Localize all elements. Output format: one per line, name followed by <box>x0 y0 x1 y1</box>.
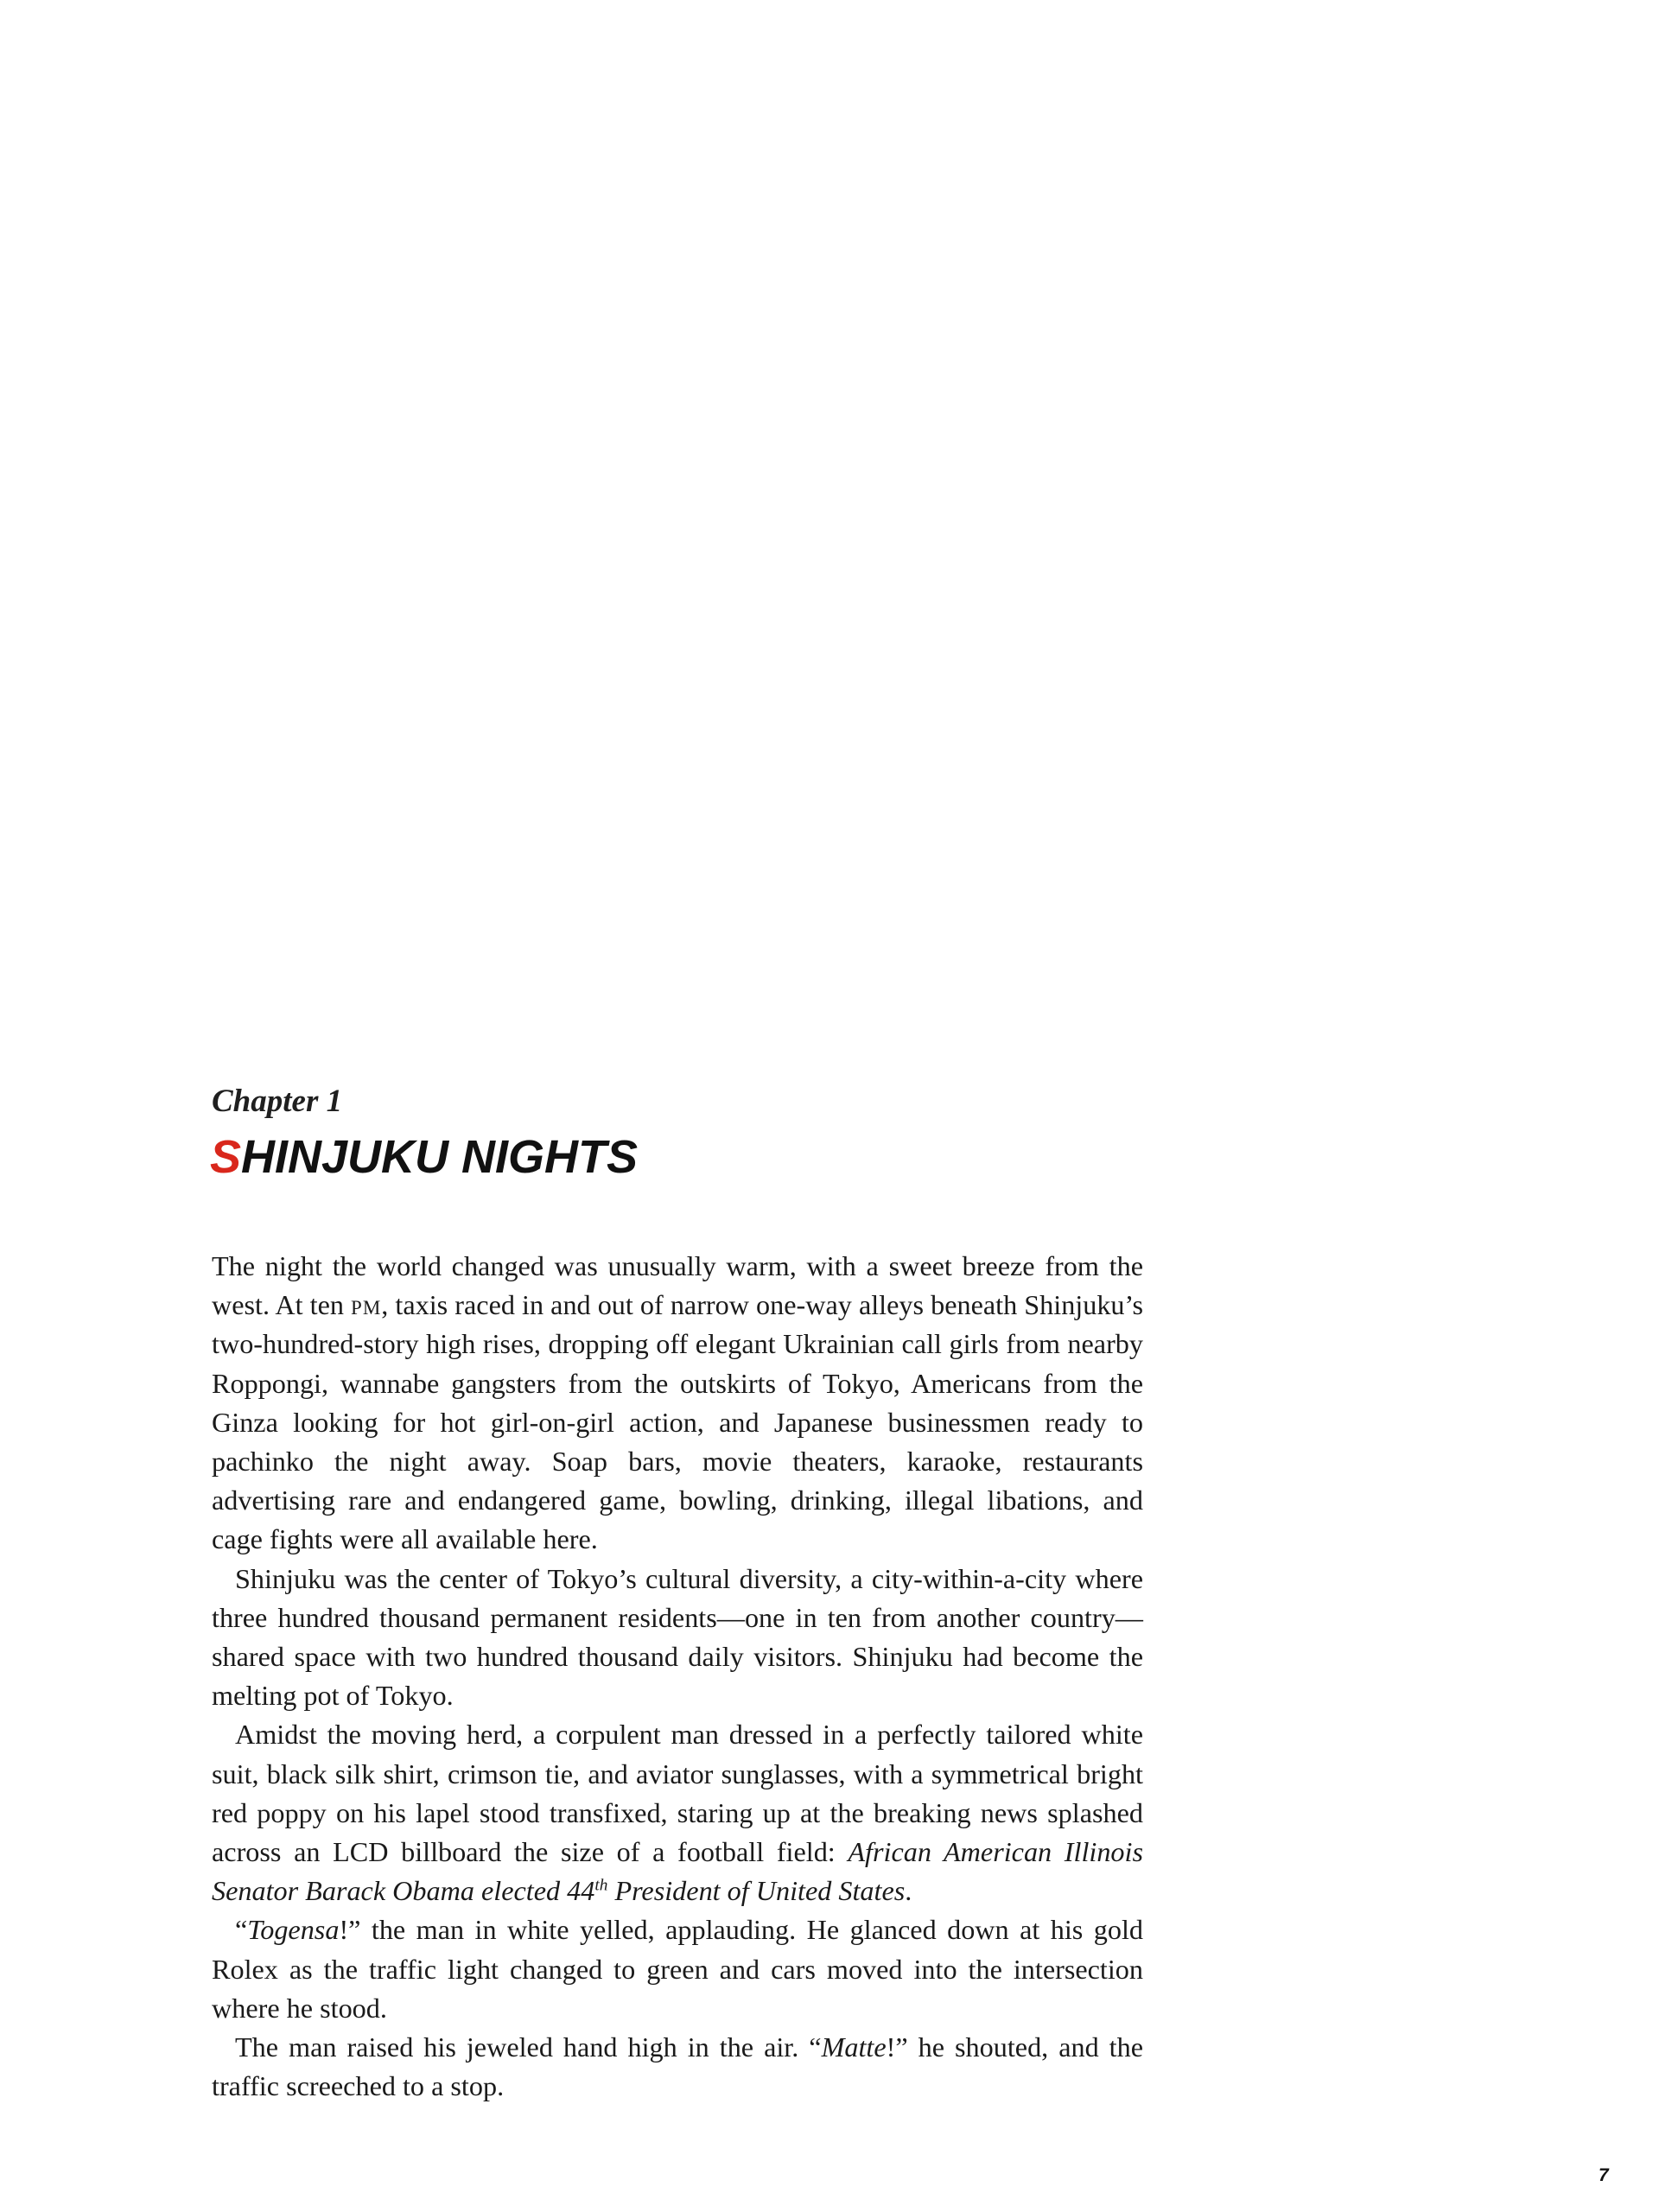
paragraph-4-open-quote: “ <box>235 1914 248 1946</box>
paragraph-3 <box>212 1715 1143 1910</box>
paragraph-4-japanese-word: Togensa <box>247 1914 340 1946</box>
time-pm: pm <box>351 1289 382 1321</box>
paragraph-4 <box>212 1910 1143 2028</box>
paragraph-1-text-b: , taxis raced in and out of narrow one-way alleys beneath Shinjuku’s two-hundred-story high rises, dropping off elegant Ukrainian call girls from nearby Roppongi, wannabe gangsters from the outskirts of Tokyo, Americans from the Ginza looking for hot girl-on-girl action, and Japanese businessmen ready to pachinko the night away. Soap bars, movie theaters, karaoke, restaurants advertising rare and endangered game, bowling, drinking, illegal libations, and cage fights were all available here. <box>212 1289 1143 1555</box>
paragraph-2: Shinjuku was the center of Tokyo’s cultural diversity, a city-within-a-city where three hundred thousand permanent residents—one in ten from another country—shared space with two hundred thousand daily visitors. Shinjuku had become the melting pot of Tokyo. <box>212 1562 1143 1712</box>
chapter-label: Chapter 1 <box>212 1084 343 1119</box>
paragraph-5 <box>212 2028 1143 2106</box>
body-text <box>212 1247 1143 2106</box>
paragraph-5-japanese-word: Matte <box>821 2031 887 2063</box>
chapter-title-initial: S <box>210 1131 242 1183</box>
paragraph-1-text-a: The night the world changed was unusually warm, with a sweet breeze from the west. At ten <box>212 1250 1143 1321</box>
news-headline-part-b: President of United States <box>607 1875 906 1907</box>
chapter-title-rest: HINJUKU NIGHTS <box>241 1131 639 1183</box>
news-headline-ordinal: th <box>594 1876 608 1895</box>
paragraph-5-text-a: The man raised his jeweled hand high in the air. “ <box>235 2031 822 2063</box>
paragraph-5-text-b: !” he shouted, and the traffic screeched to a stop. <box>212 2031 1143 2102</box>
paragraph-1 <box>212 1247 1143 1560</box>
page-number: 7 <box>1599 2165 1609 2185</box>
paragraph-3-text: Amidst the moving herd, a corpulent man dressed in a perfectly tailored white suit, black silk shirt, crimson tie, and aviator sunglasses, with a symmetrical bright red poppy on his lapel stood transfixed, staring up at the breaking news splashed across an LCD billboard the size of a football field: <box>212 1719 1143 1868</box>
paragraph-4-text: !” the man in white yelled, applauding. He glanced down at his gold Rolex as the traffic light changed to green and cars moved into the intersection where he stood. <box>212 1914 1143 2024</box>
chapter-title <box>210 1129 638 1185</box>
news-headline-part-a: African American Illinois Senator Barack Obama elected 44 <box>212 1836 1143 1907</box>
paragraph-3-end: . <box>905 1875 912 1907</box>
